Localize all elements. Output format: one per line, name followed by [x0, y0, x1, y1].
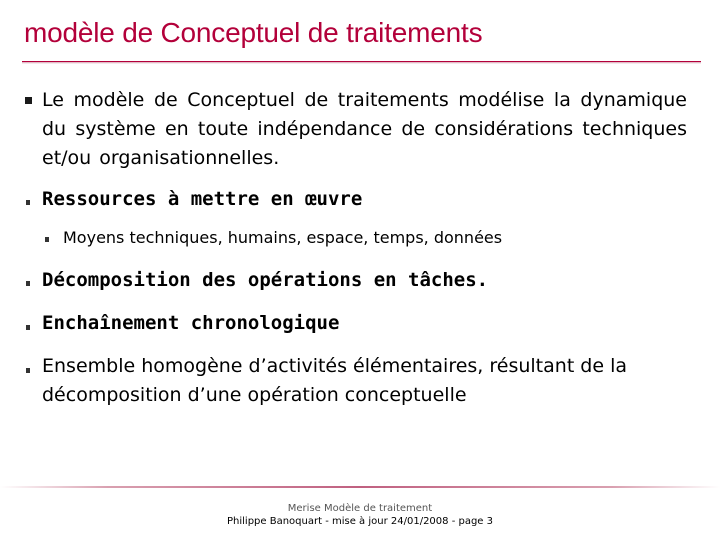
- title-divider-shadow: [22, 62, 701, 64]
- chaining-item: Enchaînement chronologique: [42, 312, 340, 334]
- bullet-square-icon: [25, 97, 32, 104]
- bullet-icon: [26, 368, 30, 373]
- resources-detail: Moyens techniques, humains, espace, temps, données: [63, 228, 503, 247]
- bullet-icon: [26, 200, 30, 205]
- footer-divider: [0, 486, 720, 488]
- footer-author-line: Philippe Banoquart - mise à jour 24/01/2008 - page 3: [227, 516, 493, 527]
- intro-paragraph: Le modèle de Conceptuel de traitements modélise la dynamique du système en toute indépendance de considérations techniques et/ou organisationnelles.: [42, 89, 687, 169]
- footer: [0, 502, 720, 528]
- decomposition-item: Décomposition des opérations en tâches.: [42, 269, 489, 291]
- bullet-icon: [26, 325, 30, 330]
- homogeneous-set-item: Ensemble homogène d’activités élémentaires, résultant de la décomposition d’une opération conceptuelle: [42, 355, 628, 406]
- bullet-icon: [26, 281, 30, 286]
- footer-course-title: Merise Modèle de traitement: [287, 503, 433, 514]
- resources-heading: Ressources à mettre en œuvre: [42, 188, 363, 210]
- slide-title: modèle de Conceptuel de traitements: [24, 17, 483, 48]
- sub-bullet-icon: [45, 237, 49, 242]
